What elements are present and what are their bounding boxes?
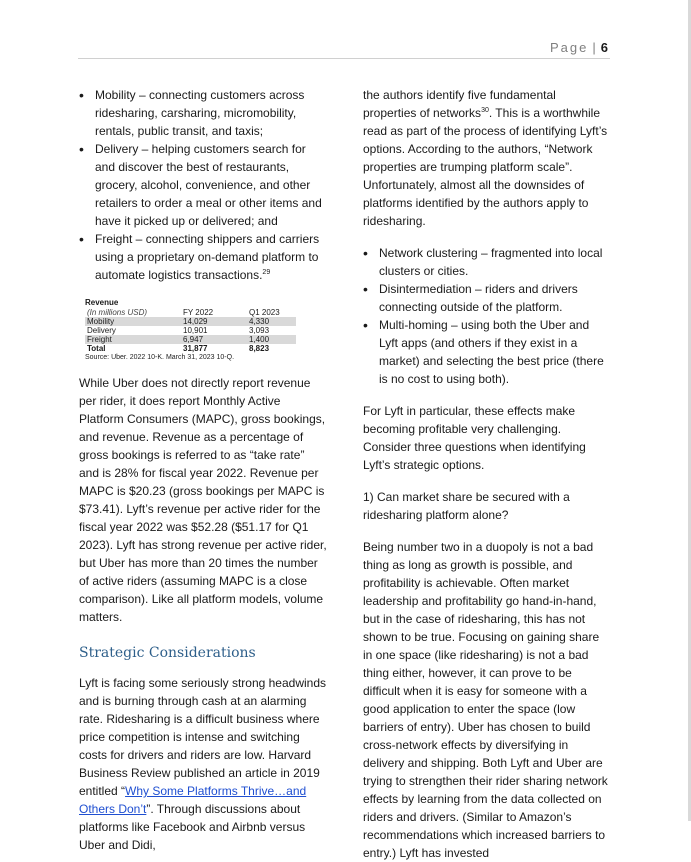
table-row: Delivery 10,901 3,093 xyxy=(87,326,270,335)
table-total-row: Total 31,877 8,823 xyxy=(87,344,270,353)
bullet-multi-homing: • Multi-homing – using both the Uber and Lyft apps (and others if they exist in a market) and selecting the best price (there is no cost to using both). xyxy=(363,316,611,388)
network-properties-list xyxy=(363,244,611,388)
revenue-table xyxy=(85,308,296,353)
uber-revenue-paragraph: While Uber does not directly report revenue per rider, it does report Monthly Active Platform Consumers (MAPC), gross bookings, and revenue. Revenue as a percentage of gross bookings is referred to as “take rate” and is 28% for fiscal year 2022. Revenue per MAPC is $20.23 (gross bookings per MAPC is $73.41). Lyft’s revenue per active rider for the fiscal year 2022 was $52.28 ($51.17 for Q1 2023). Lyft has strong revenue per active rider, but Uber has more than 20 times the number of active riders (assuming MAPC is a close comparison). Like all platform models, volume matters. xyxy=(79,376,327,624)
bullet-network-clustering: • Network clustering – fragmented into local clusters or cities. xyxy=(363,244,611,280)
column-header: Q1 2023 xyxy=(249,308,280,317)
revenue-table-source: Source: Uber. 2022 10-K. March 31, 2023 10-Q. xyxy=(85,354,235,361)
column-header: FY 2022 xyxy=(183,308,214,317)
left-column xyxy=(79,86,327,854)
page-header xyxy=(78,36,610,56)
strategic-paragraph: Lyft is facing some seriously strong headwinds and is burning through cash at an alarming rate. Ridesharing is a difficult business where price competition is intense and switching costs for drivers and riders are low. Harvard Business Review published an article in 2019 entitled “Why Some Platforms Thrive…and Others Don’t”. Through discussions about platforms like Facebook and Airbnb versus Uber and Didi, xyxy=(79,676,327,852)
table-row: Freight 6,947 1,400 xyxy=(85,335,296,344)
bullet-delivery: • Delivery – helping customers search for and discover the best of restaurants, grocery, alcohol, convenience, and other retailers to order a meal or other items and have it picked up or delivered; and xyxy=(79,140,327,230)
question-one: 1) Can market share be secured with a ridesharing platform alone? xyxy=(363,490,570,522)
networks-paragraph: the authors identify five fundamental properties of networks$^{30}$. This is a worthwhile read as part of the process of identifying Lyft’s options. According to the authors, “Network properties are trumping platform scale”. Unfortunately, almost all the downsides of platforms identified by the authors apply to ridesharing. xyxy=(363,88,608,228)
segment-bullet-list xyxy=(79,86,327,284)
revenue-table-subtitle: (In millions USD) xyxy=(87,308,148,317)
table-row: Mobility 14,029 4,330 xyxy=(85,317,296,326)
section-heading: Strategic Considerations xyxy=(79,645,256,661)
footnote-marker: 30 xyxy=(481,107,489,114)
revenue-table-block xyxy=(85,298,299,362)
footnote-marker: 29 xyxy=(262,269,271,276)
bullet-disintermediation: • Disintermediation – riders and drivers connecting outside of the platform. xyxy=(363,280,611,316)
duopoly-paragraph: Being number two in a duopoly is not a bad thing as long as growth is possible, and profitability is achievable. Often market leadership and profitability go hand-in-hand, but in the case of ridesharing, this has not shown to be true. Focusing on gaining share in one space (like ridesharing) is not a bad thing either, however, it can prove to be difficult when it is easy for someone with a good application to enter the space (low barriers of entry). Uber has chosen to build cross-network effects by diversifying in delivery and shipping. Both Lyft and Uber are trying to strengthen their rider sharing network effects by learning from the data collected on riders and drivers. (Similar to Amazon’s recommendations which increased barriers to entry.) Lyft has invested xyxy=(363,540,608,860)
bullet-freight: • Freight – connecting shippers and carriers using a proprietary on-demand platform to automate logistics transactions.$^{29}$ xyxy=(79,230,327,284)
bullet-mobility: • Mobility – connecting customers across ridesharing, carsharing, micromobility, rentals, public transit, and taxis; xyxy=(79,86,327,140)
lyft-effects-paragraph: For Lyft in particular, these effects make becoming profitable very challenging. Consider three questions when identifying Lyft’s strategic options. xyxy=(363,404,586,472)
hbr-article-link[interactable]: Why Some Platforms Thrive…and Others Don’t xyxy=(79,784,307,816)
page-number: Page | 6 xyxy=(550,40,608,55)
right-column xyxy=(363,86,611,862)
header-rule xyxy=(78,58,610,59)
table-header-row xyxy=(85,308,296,317)
revenue-table-title: Revenue xyxy=(85,298,119,307)
